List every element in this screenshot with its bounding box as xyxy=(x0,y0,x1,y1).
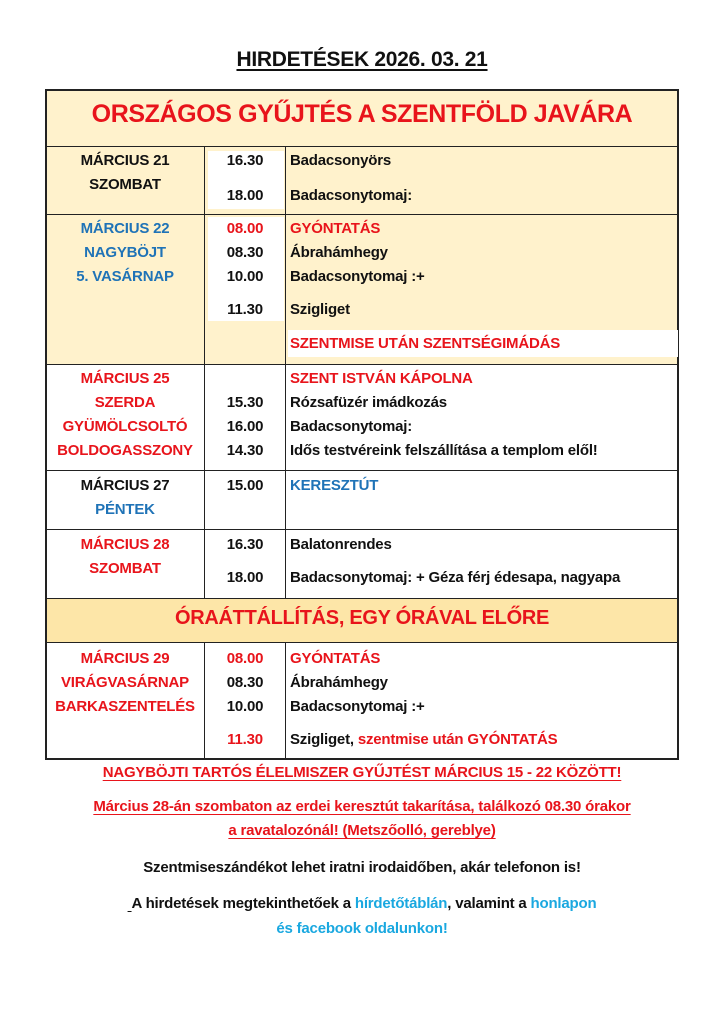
event-name: Badacsonytomaj: + Géza férj édesapa, nagyapa xyxy=(290,569,621,586)
day-name: SZOMBAT xyxy=(89,176,161,193)
event-name: Szigliget xyxy=(290,301,350,318)
day-name: BOLDOGASSZONY xyxy=(57,442,193,459)
event-name: Badacsonytomaj: xyxy=(290,418,413,435)
banner-dst: ÓRAÁTTÁLLÍTÁS, EGY ÓRÁVAL ELŐRE xyxy=(174,607,550,629)
event-name: Ábrahámhegy xyxy=(290,674,388,691)
row-divider xyxy=(47,214,677,215)
event-time: 16.30 xyxy=(226,152,264,169)
event-name: Badacsonytomaj :+ xyxy=(290,268,425,285)
event-name: Badacsonytomaj :+ xyxy=(290,698,425,715)
event-time: 08.30 xyxy=(226,244,264,261)
day-name: SZOMBAT xyxy=(89,560,161,577)
page-title: HIRDETÉSEK 2026. 03. 21 xyxy=(236,48,488,71)
column-divider xyxy=(285,146,286,598)
event-time: 18.00 xyxy=(226,187,264,204)
row-divider xyxy=(47,364,677,365)
day-name: BARKASZENTELÉS xyxy=(55,698,195,715)
event-time: 18.00 xyxy=(226,569,264,586)
view-notice-line1 xyxy=(0,895,724,912)
row-divider xyxy=(47,529,677,530)
event-time: 14.30 xyxy=(226,442,264,459)
event-time: 10.00 xyxy=(226,698,264,715)
event-time: 11.30 xyxy=(227,301,263,318)
event-name: Rózsafüzér imádkozás xyxy=(290,394,447,411)
column-divider xyxy=(204,146,205,598)
event-name: SZENTMISE UTÁN SZENTSÉGIMÁDÁS xyxy=(290,335,561,352)
row-divider xyxy=(47,598,677,599)
day-date: MÁRCIUS 29 xyxy=(80,650,170,667)
row-divider xyxy=(47,146,677,147)
day-date: MÁRCIUS 27 xyxy=(80,477,170,494)
day-name: SZERDA xyxy=(94,394,156,411)
mass-intentions-notice: Szentmiseszándékot lehet iratni irodaidőben, akár telefonon is! xyxy=(143,859,581,876)
event-time: 15.00 xyxy=(226,477,264,494)
event-time: 08.00 xyxy=(226,650,264,667)
website-link[interactable]: honlapon xyxy=(530,895,597,912)
event-name: GYÓNTATÁS xyxy=(290,220,381,237)
cleanup-notice-line1: Március 28-án szombaton az erdei keresztút takarítása, találkozó 08.30 órakor xyxy=(93,798,631,815)
day-date: MÁRCIUS 21 xyxy=(80,152,170,169)
noticeboard-link[interactable]: hírdetőtáblán xyxy=(354,895,448,912)
row-divider xyxy=(47,470,677,471)
event-note: szentmise után GYÓNTATÁS xyxy=(357,731,558,748)
event-name: Badacsonyörs xyxy=(290,152,391,169)
event-time: 16.00 xyxy=(226,418,264,435)
view-text: , valamint a xyxy=(447,895,531,912)
day-date: MÁRCIUS 22 xyxy=(80,220,170,237)
event-name: KERESZTÚT xyxy=(290,477,379,494)
event-name: Ábrahámhegy xyxy=(290,244,388,261)
day-name: GYÜMÖLCSOLTÓ xyxy=(62,418,188,435)
event-time: 15.30 xyxy=(226,394,264,411)
day-date: MÁRCIUS 28 xyxy=(80,536,170,553)
cleanup-notice-line2: a ravatalozónál! (Metszőolló, gereblye) xyxy=(228,822,496,839)
day-name: PÉNTEK xyxy=(95,501,155,518)
event-name: Badacsonytomaj: xyxy=(290,187,413,204)
day-date: MÁRCIUS 25 xyxy=(80,370,170,387)
banner-collection: ORSZÁGOS GYŰJTÉS A SZENTFÖLD JAVÁRA xyxy=(91,100,633,128)
column-divider xyxy=(285,642,286,760)
event-name: SZENT ISTVÁN KÁPOLNA xyxy=(290,370,473,387)
event-name: Balatonrendes xyxy=(290,536,392,553)
event-time: 16.30 xyxy=(226,536,264,553)
event-time: 08.00 xyxy=(226,220,264,237)
view-text: A hirdetések megtekinthetőek a xyxy=(131,895,355,912)
event-name: Idős testvéreink felszállítása a templom elől! xyxy=(290,442,598,459)
row-divider xyxy=(47,642,677,643)
event-time: 11.30 xyxy=(227,731,263,748)
schedule-table xyxy=(45,89,679,760)
event-name: GYÓNTATÁS xyxy=(290,650,381,667)
day-name: VIRÁGVASÁRNAP xyxy=(61,674,189,691)
event-time: 08.30 xyxy=(226,674,264,691)
event-time: 10.00 xyxy=(226,268,264,285)
event-name xyxy=(290,728,557,751)
food-drive-notice: NAGYBÖJTI TARTÓS ÉLELMISZER GYŰJTÉST MÁRCIUS 15 - 22 KÖZÖTT! xyxy=(102,764,622,781)
event-place: Szigliget, xyxy=(290,731,354,748)
day-name: 5. VASÁRNAP xyxy=(76,268,174,285)
day-name: NAGYBÖJT xyxy=(84,244,166,261)
facebook-link[interactable]: és facebook oldalunkon! xyxy=(276,920,448,937)
